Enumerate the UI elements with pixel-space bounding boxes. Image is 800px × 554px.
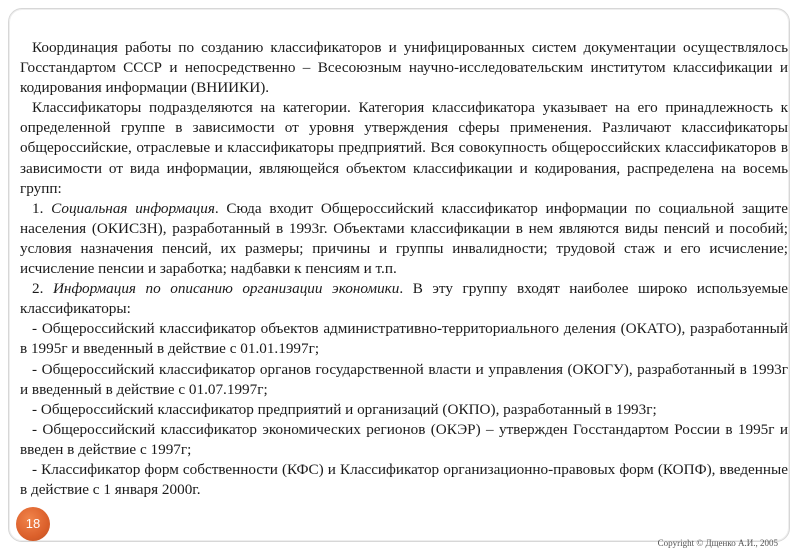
list-number: 1. [32,199,52,217]
list-item-social [20,199,788,279]
page-number-badge: 18 [16,507,50,541]
slide-body [20,38,788,500]
dash-item-okpo: - Общероссийский классификатор предприятий и организаций (ОКПО), разработанный в 1993г; [32,400,657,418]
list-item-title: Информация по описанию организации экономики [52,280,400,298]
dash-item-okato: - Общероссийский классификатор объектов административно-территориального деления (ОКАТО), разработанный в 1995г и введенный в действие с 01.01.1997г; [20,320,788,358]
list-item-text: . В эту группу входят наиболее широко используемые классификаторы: [20,280,789,318]
list-item-economy [20,279,788,319]
dash-item-kfs: - Классификатор форм собственности (КФС) и Классификатор организационно-правовых форм (КОПФ), введенные в действие с 1 января 2000г. [20,460,788,499]
list-item-title: Социальная информация [51,199,215,217]
dash-item-okogu: - Общероссийский классификатор органов государственной власти и управления (ОКОГУ), разработанный в 1993г и введенный в действие с 01.07.1997г; [20,360,788,398]
list-item-text: . Сюда входит Общероссийский классификатор информации по социальной защите населения (ОКИСЗН), разработанный в 1993г. Объектами классификации в нем являются виды пенсий и пособий; условия назначения пенсий, их размеры; причины и группы инвалидности; трудовой стаж и его исчисление; исчисление пенсии и заработка; надбавки к пенсиям и т.п. [20,199,788,278]
dash-item-oker: - Общероссийский классификатор экономических регионов (ОКЭР) – утвержден Госстандартом России в 1995г и введен в действие с 1997г; [20,420,788,458]
paragraph-categories: Классификаторы подразделяются на категории. Категория классификатора указывает на его принадлежность к определенной группе в зависимости от уровня утверждения сферы применения. Различают классификаторы общероссийские, отраслевые и классификаторы предприятий. Вся совокупность общероссийских классификаторов в зависимости от вида информации, являющейся объектом классификации и кодирования, распределена на восемь групп: [20,99,788,197]
list-number: 2. [32,280,53,298]
copyright-text: Copyright © Дщенко А.И., 2005 [657,538,778,548]
paragraph-coordination: Координация работы по созданию классификаторов и унифицированных систем документации осуществлялось Госстандартом СССР и непосредственно – Всесоюзным научно-исследовательским институтом классификации и кодирования информации (ВНИИКИ). [20,39,788,97]
